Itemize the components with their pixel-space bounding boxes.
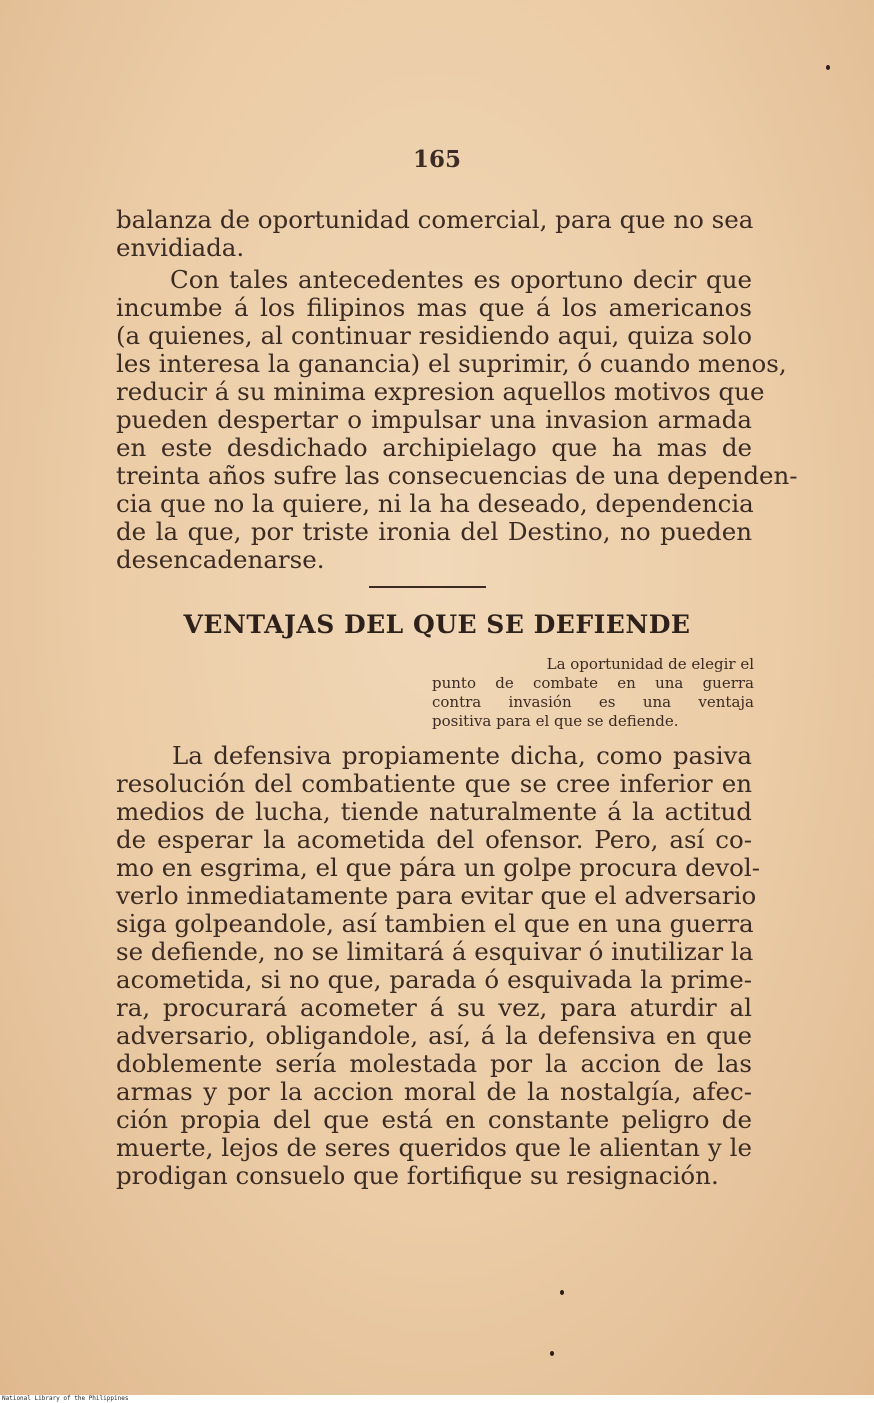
paragraph-2-line: reducir á su minima expresion aquellos motivos que <box>116 377 765 406</box>
section-heading: VENTAJAS DEL QUE SE DEFIENDE <box>183 610 691 639</box>
paragraph-2-line: treinta años sufre las consecuencias de una dependen- <box>116 461 798 490</box>
paragraph-3-line: de esperar la acometida del ofensor. Pero, así co- <box>116 825 752 854</box>
paragraph-2-line: cia que no la quiere, ni la ha deseado, dependencia <box>116 489 754 518</box>
margin-note-line: contra invasión es una ventaja <box>432 693 754 711</box>
paragraph-3-line: acometida, si no que, parada ó esquivada la prime- <box>116 965 752 994</box>
paragraph-1-line: envidiada. <box>116 233 245 262</box>
paragraph-3-line: se defiende, no se limitará á esquivar ó inutilizar la <box>116 937 754 966</box>
paragraph-3-line: medios de lucha, tiende naturalmente á la actitud <box>116 797 752 826</box>
paragraph-1-line: balanza de oportunidad comercial, para que no sea <box>116 205 754 234</box>
paragraph-3-line: ra, procurará acometer á su vez, para aturdir al <box>116 993 752 1022</box>
margin-note-line: La oportunidad de elegir el <box>546 655 754 673</box>
paragraph-2-line: les interesa la ganancia) el suprimir, ó cuando menos, <box>116 349 787 378</box>
library-credit: National Library of the Philippines <box>2 1395 129 1402</box>
paragraph-2-line: en este desdichado archipielago que ha mas de <box>116 433 752 462</box>
paragraph-3-line: mo en esgrima, el que pára un golpe procura devol- <box>116 853 761 882</box>
ink-speck <box>826 65 830 70</box>
paragraph-3-line: prodigan consuelo que fortifique su resignación. <box>116 1161 719 1190</box>
paragraph-3-line: armas y por la accion moral de la nostalgía, afec- <box>116 1077 752 1106</box>
paragraph-3-line: siga golpeandole, así tambien el que en una guerra <box>116 909 754 938</box>
paragraph-3-line: doblemente sería molestada por la accion de las <box>116 1049 752 1078</box>
paragraph-3-line: ción propia del que está en constante peligro de <box>116 1105 752 1134</box>
paragraph-3-line: adversario, obligandole, así, á la defensiva en que <box>116 1021 752 1050</box>
section-divider <box>369 586 486 588</box>
ink-speck <box>550 1351 554 1356</box>
paragraph-2-line: de la que, por triste ironia del Destino, no pueden <box>116 517 752 546</box>
paragraph-2-line: incumbe á los filipinos mas que á los americanos <box>116 293 752 322</box>
paragraph-3-line: muerte, lejos de seres queridos que le alientan y le <box>116 1133 752 1162</box>
paragraph-2-line: desencadenarse. <box>116 545 325 574</box>
ink-speck <box>560 1290 564 1295</box>
paragraph-2-line: pueden despertar o impulsar una invasion armada <box>116 405 752 434</box>
page-number: 165 <box>412 146 461 173</box>
paragraph-2-line: (a quienes, al continuar residiendo aqui, quiza solo <box>116 321 752 350</box>
paragraph-3-line: verlo inmediatamente para evitar que el adversario <box>116 881 757 910</box>
footer-strip <box>0 1395 874 1403</box>
margin-note-line: punto de combate en una guerra <box>432 674 754 692</box>
margin-note-line: positiva para el que se defiende. <box>432 712 679 730</box>
paragraph-3-line: resolución del combatiente que se cree inferior en <box>116 769 752 798</box>
paragraph-2-line: Con tales antecedentes es oportuno decir que <box>170 265 752 294</box>
paragraph-3-line: La defensiva propiamente dicha, como pasiva <box>172 741 752 770</box>
